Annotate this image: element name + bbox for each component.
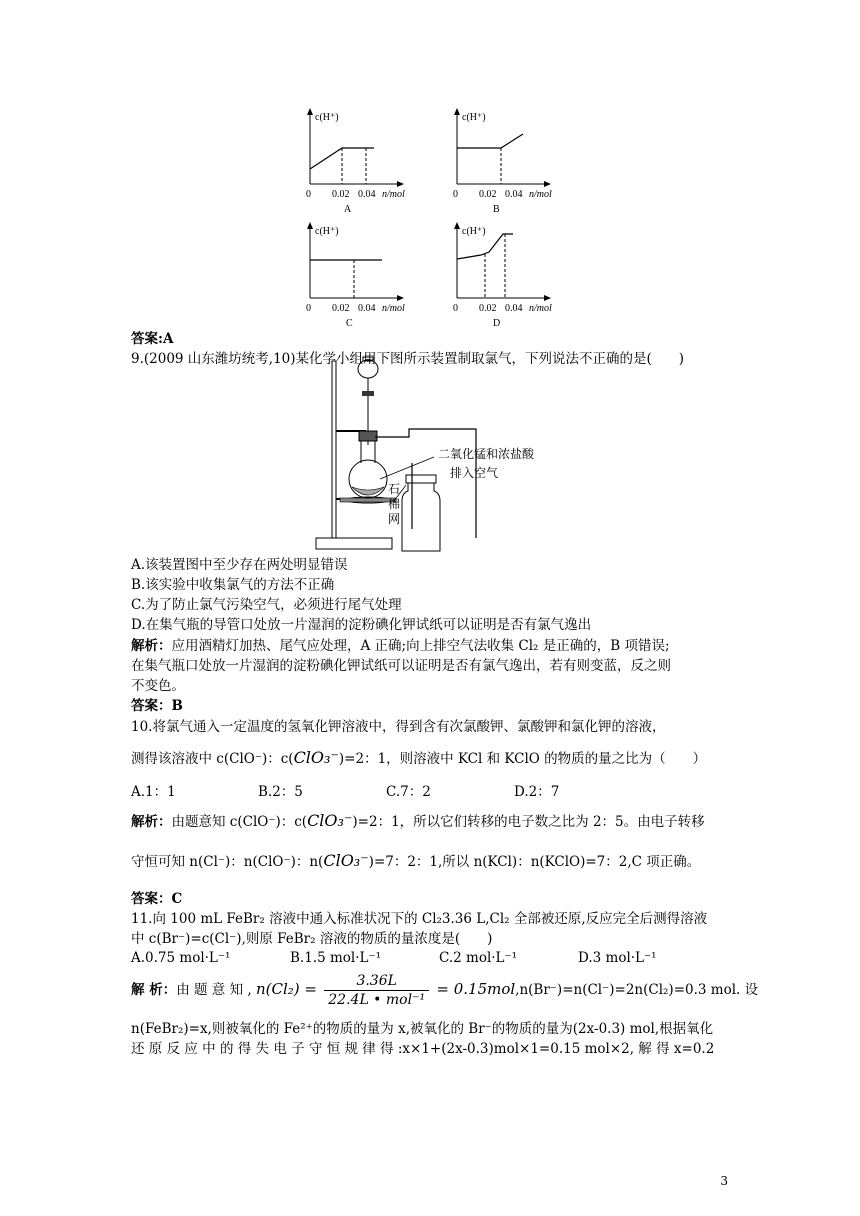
formula-n-cl2: n(Cl₂) = [255, 980, 317, 998]
analysis-9-line2: 在集气瓶口处放一片湿润的淀粉碘化钾试纸可以证明是否有氯气逸出，若有则变蓝，反之则 [131, 658, 671, 674]
graph-a-ylabel: c(H⁺) [315, 112, 339, 123]
question-10-line2: 测得该溶液中 c(ClO⁻)：c(ClO₃⁻)=2：1，则溶液中 KCl 和 KClO 的物质的量之比为（ ） [131, 748, 707, 767]
label-gauze-3: 网 [388, 512, 401, 526]
formula-fraction: $\frac{3.36L}{\text{22.4L • mol⁻¹}}$ [324, 972, 429, 1009]
chlorate-formula: ClO₃⁻ [323, 851, 369, 870]
graphs-figure [290, 108, 570, 330]
graph-c-xlabel: n/mol [382, 303, 405, 314]
graph-b-label: B [493, 204, 500, 215]
analysis-10-line2: 守恒可知 n(Cl⁻)：n(ClO⁻)：n(ClO₃⁻)=7：2：1,所以 n(KCl)：n(KClO)=7：2,C 项正确。 [131, 851, 701, 870]
graph-a-tick2: 0.04 [358, 189, 376, 200]
option-10c: C.7：2 [386, 784, 431, 800]
option-11d: D.3 mol·L⁻¹ [578, 950, 657, 966]
graph-d-label: D [493, 318, 501, 329]
option-9d: D.在集气瓶的导管口处放一片湿润的淀粉碘化钾试纸可以证明是否有氯气逸出 [131, 617, 592, 633]
analysis-9-line3: 不变色。 [131, 678, 185, 694]
option-11b: B.1.5 mol·L⁻¹ [290, 950, 382, 966]
graph-c-tick2: 0.04 [358, 303, 376, 314]
answer-9: 答案：B [131, 698, 183, 714]
question-11-line1: 11.向 100 mL FeBr₂ 溶液中通入标准状况下的 Cl₂3.36 L,Cl₂ 全部被还原,反应完全后测得溶液 [131, 911, 708, 927]
option-9a: A.该装置图中至少存在两处明显错误 [131, 557, 348, 573]
graph-b-tick2: 0.04 [505, 189, 523, 200]
graph-a-tick1: 0.02 [332, 189, 350, 200]
graph-d-ylabel: c(H⁺) [462, 226, 486, 237]
analysis-11-line3: 还 原 反 应 中 的 得 失 电 子 守 恒 规 律 得 :x×1+(2x-0.3)mol×1=0.15 mol×2, 解 得 x=0.2 [131, 1041, 715, 1057]
label-gauze-2: 棉 [388, 497, 401, 511]
question-10-line1: 10.将氯气通入一定温度的氢氧化钾溶液中，得到含有次氯酸钾、氯酸钾和氯化钾的溶液， [131, 719, 666, 735]
label-gauze-1: 石 [388, 482, 401, 496]
graph-b-ylabel: c(H⁺) [462, 112, 486, 123]
graph-c-label: C [346, 318, 353, 329]
answer-8: 答案:A [131, 331, 174, 347]
option-10b: B.2：5 [258, 784, 303, 800]
graph-c-tick1: 0.02 [332, 303, 350, 314]
graph-a-label: A [344, 204, 352, 215]
question-11-line2: 中 c(Br⁻)=c(Cl⁻),则原 FeBr₂ 溶液的物质的量浓度是( ) [131, 931, 493, 947]
graph-d-tick1: 0.02 [479, 303, 497, 314]
option-10a: A.1：1 [131, 784, 176, 800]
formula-result: = 0.15mol [436, 980, 516, 998]
apparatus-figure [314, 355, 554, 555]
option-9c: C.为了防止氯气污染空气，必须进行尾气处理 [131, 597, 402, 613]
label-air-out: 排入空气 [450, 466, 499, 480]
graph-a-xlabel: n/mol [382, 189, 405, 200]
option-11a: A.0.75 mol·L⁻¹ [131, 950, 231, 966]
graph-c-ylabel: c(H⁺) [315, 226, 339, 237]
chlorate-formula: ClO₃⁻ [307, 811, 353, 830]
question-9: 9.(2009 山东潍坊统考,10)某化学小组用下图所示装置制取氯气，下列说法不正确的是( ) [131, 351, 685, 367]
analysis-9-line1: 解析：应用酒精灯加热、尾气应处理，A 正确;向上排空气法收集 Cl₂ 是正确的，B 项错误; [131, 638, 670, 654]
analysis-10-line1: 解析：由题意知 c(ClO⁻)：c(ClO₃⁻)=2：1，所以它们转移的电子数之比为 2：5。由电子转移 [131, 811, 705, 830]
graph-c-origin: 0 [306, 303, 311, 314]
graph-b-origin: 0 [453, 189, 458, 200]
page-number: 3 [720, 1174, 728, 1188]
graph-d [453, 222, 552, 329]
analysis-11-line1: 解 析：由 题 意 知 , n(Cl₂) = $\frac{3.36L}{\text{22.4L • mol⁻¹}}$ = 0.15mol,n(Br⁻)=n(Cl⁻)=2n(Cl₂)=0.3 mol. 设 [131, 973, 759, 1008]
graph-a-origin: 0 [306, 189, 311, 200]
answer-10: 答案：C [131, 891, 183, 907]
option-9b: B.该实验中收集氯气的方法不正确 [131, 577, 335, 593]
analysis-label: 解析： [131, 638, 172, 654]
option-11c: C.2 mol·L⁻¹ [439, 950, 518, 966]
graph-c [306, 222, 405, 329]
analysis-11-line2: n(FeBr₂)=x,则被氧化的 Fe²⁺的物质的量为 x,被氧化的 Br⁻的物质的量为(2x-0.3) mol,根据氧化 [131, 1021, 714, 1037]
graph-b-xlabel: n/mol [529, 189, 552, 200]
graph-b [453, 108, 552, 215]
graph-d-xlabel: n/mol [529, 303, 552, 314]
graph-b-tick1: 0.02 [479, 189, 497, 200]
graph-d-origin: 0 [453, 303, 458, 314]
chlorate-formula: ClO₃⁻ [293, 748, 339, 767]
graph-a [306, 108, 405, 215]
graph-d-tick2: 0.04 [505, 303, 523, 314]
option-10d: D.2：7 [514, 784, 560, 800]
label-reagents: 二氧化锰和浓盐酸 [438, 447, 535, 461]
